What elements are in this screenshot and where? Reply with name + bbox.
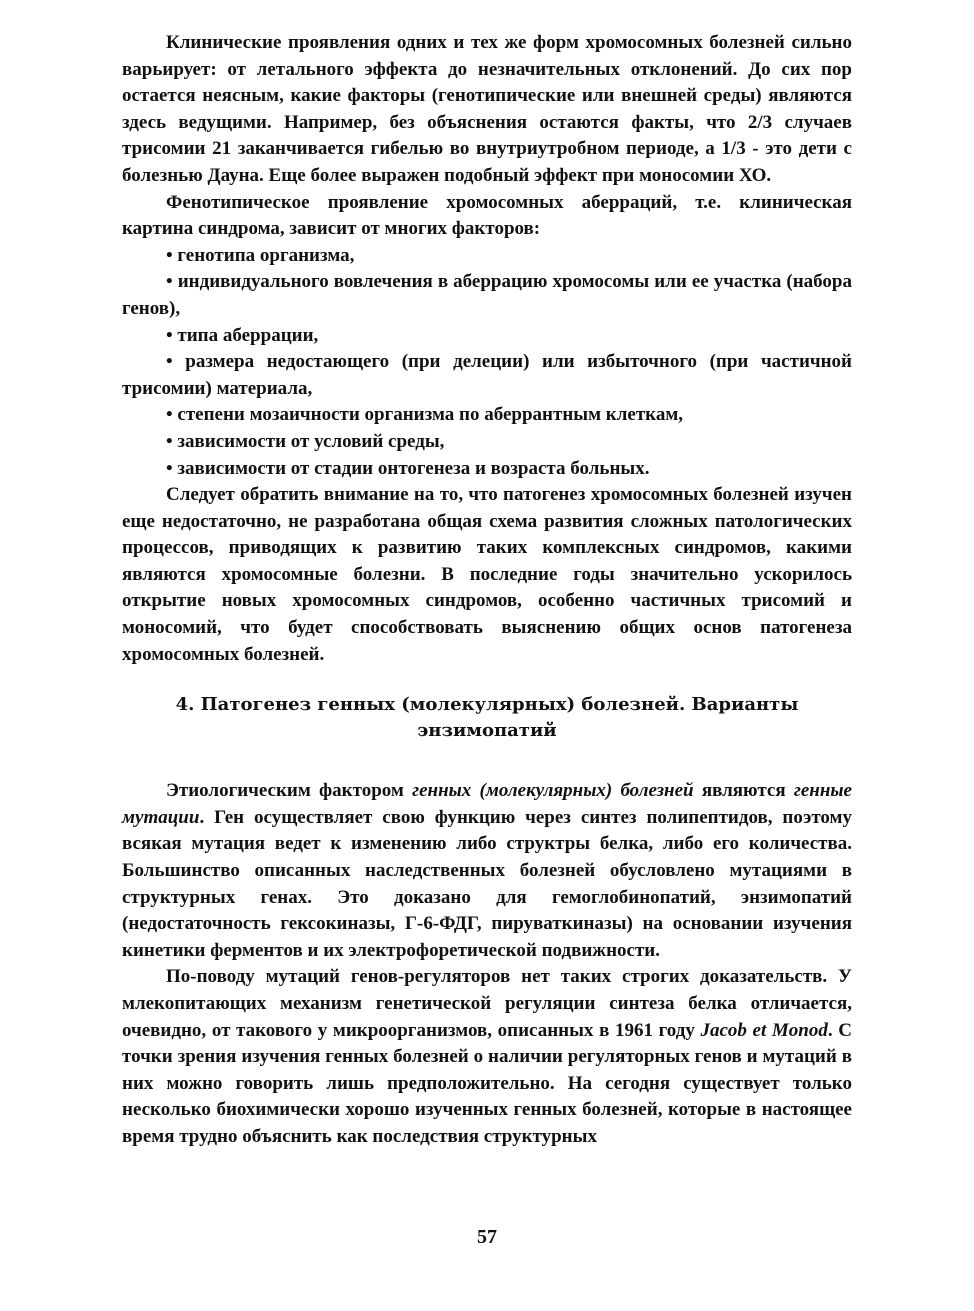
list-item: • зависимости от условий среды, [166,430,445,452]
pathogenesis-paragraph: Следует обратить внимание на то, что патогенез хромосомных болезней изучен еще недостаточно, не разработана общая схема развития сложных патологических процессов, приводящих к развитию таких комплексных синдромов, какими являются хромосомные болезни. В последние годы значительно ускорилось открытие новых хромосомных синдромов, особенно частичных трисомий и моносомий, что будет способствовать выяснению общих основ патогенеза хромосомных болезней. [122,484,852,665]
etiology-text-1: Этиологическим фактором [166,780,413,802]
regulator-paragraph [122,964,852,1150]
heading-spacer [122,744,852,778]
factors-intro-paragraph: Фенотипическое проявление хромосомных аберраций, т.е. клиническая картина синдрома, зависит от многих факторов: [122,191,852,240]
etiology-paragraph [122,778,852,964]
list-item: • размера недостающего (при делеции) или избыточного (при частичной трисомии) материала, [122,351,852,399]
regulator-italic-1: Jacob et Monod [700,1019,828,1041]
etiology-italic-1: генных (молекулярных) болезней [412,780,694,802]
regulator-text-1: По-поводу мутаций генов-регуляторов нет таких строгих доказательств. У млекопитающих механизм генетической регуляции синтеза белка отличается, очевидно, от такового у микроорганизмов, описанных в 1961 году [122,966,852,1041]
etiology-text-2: являются [693,780,794,802]
etiology-italic-2: генные мутации [122,780,852,828]
factors-list [122,243,852,482]
document-page [122,30,852,1151]
etiology-text-3: . Ген осуществляет свою функцию через синтез полипептидов, поэтому всякая мутация ведет к изменению либо структры белка, либо его количества. Большинство описанных наследственных болезней обусловлено мутациями в структурных генах. Это доказано для гемоглобинопатий, энзимопатий (недостаточность гексокиназы, Г-6-ФДГ, пируваткиназы) на основании изучения кинетики ферментов и их электрофоретической подвижности. [122,806,852,961]
regulator-text-2: . С точки зрения изучения генных болезней о наличии регуляторных генов и мутаций в них можно говорить лишь предположительно. На сегодня существует только несколько биохимически хорошо изученных генных болезней, которые в настоящее время трудно объяснить как последствия структурных [122,1019,853,1147]
page-number: 57 [477,1226,497,1248]
list-item: • зависимости от стадии онтогенеза и возраста больных. [166,457,650,479]
list-item: • генотипа организма, [166,244,355,266]
intro-paragraph: Клинические проявления одних и тех же форм хромосомных болезней сильно варьирует: от летального эффекта до незначительных отклонений. До сих пор остается неясным, какие факторы (генотипические или внешней среды) являются здесь ведущими. Например, без объяснения остаются факты, что 2/3 случаев трисомии 21 заканчивается гибелью во внутриутробном периоде, а 1/3 - это дети с болезнью Дауна. Еще более выражен подобный эффект при моносомии ХО. [122,32,852,186]
section-heading: 4. Патогенез генных (молекулярных) болезней. Варианты энзимопатий [175,694,799,742]
list-item: • степени мозаичности организма по аберрантным клеткам, [166,404,684,426]
list-item: • индивидуального вовлечения в аберрацию хромосомы или ее участка (набора генов), [122,271,852,319]
list-item: • типа аберрации, [166,324,319,346]
